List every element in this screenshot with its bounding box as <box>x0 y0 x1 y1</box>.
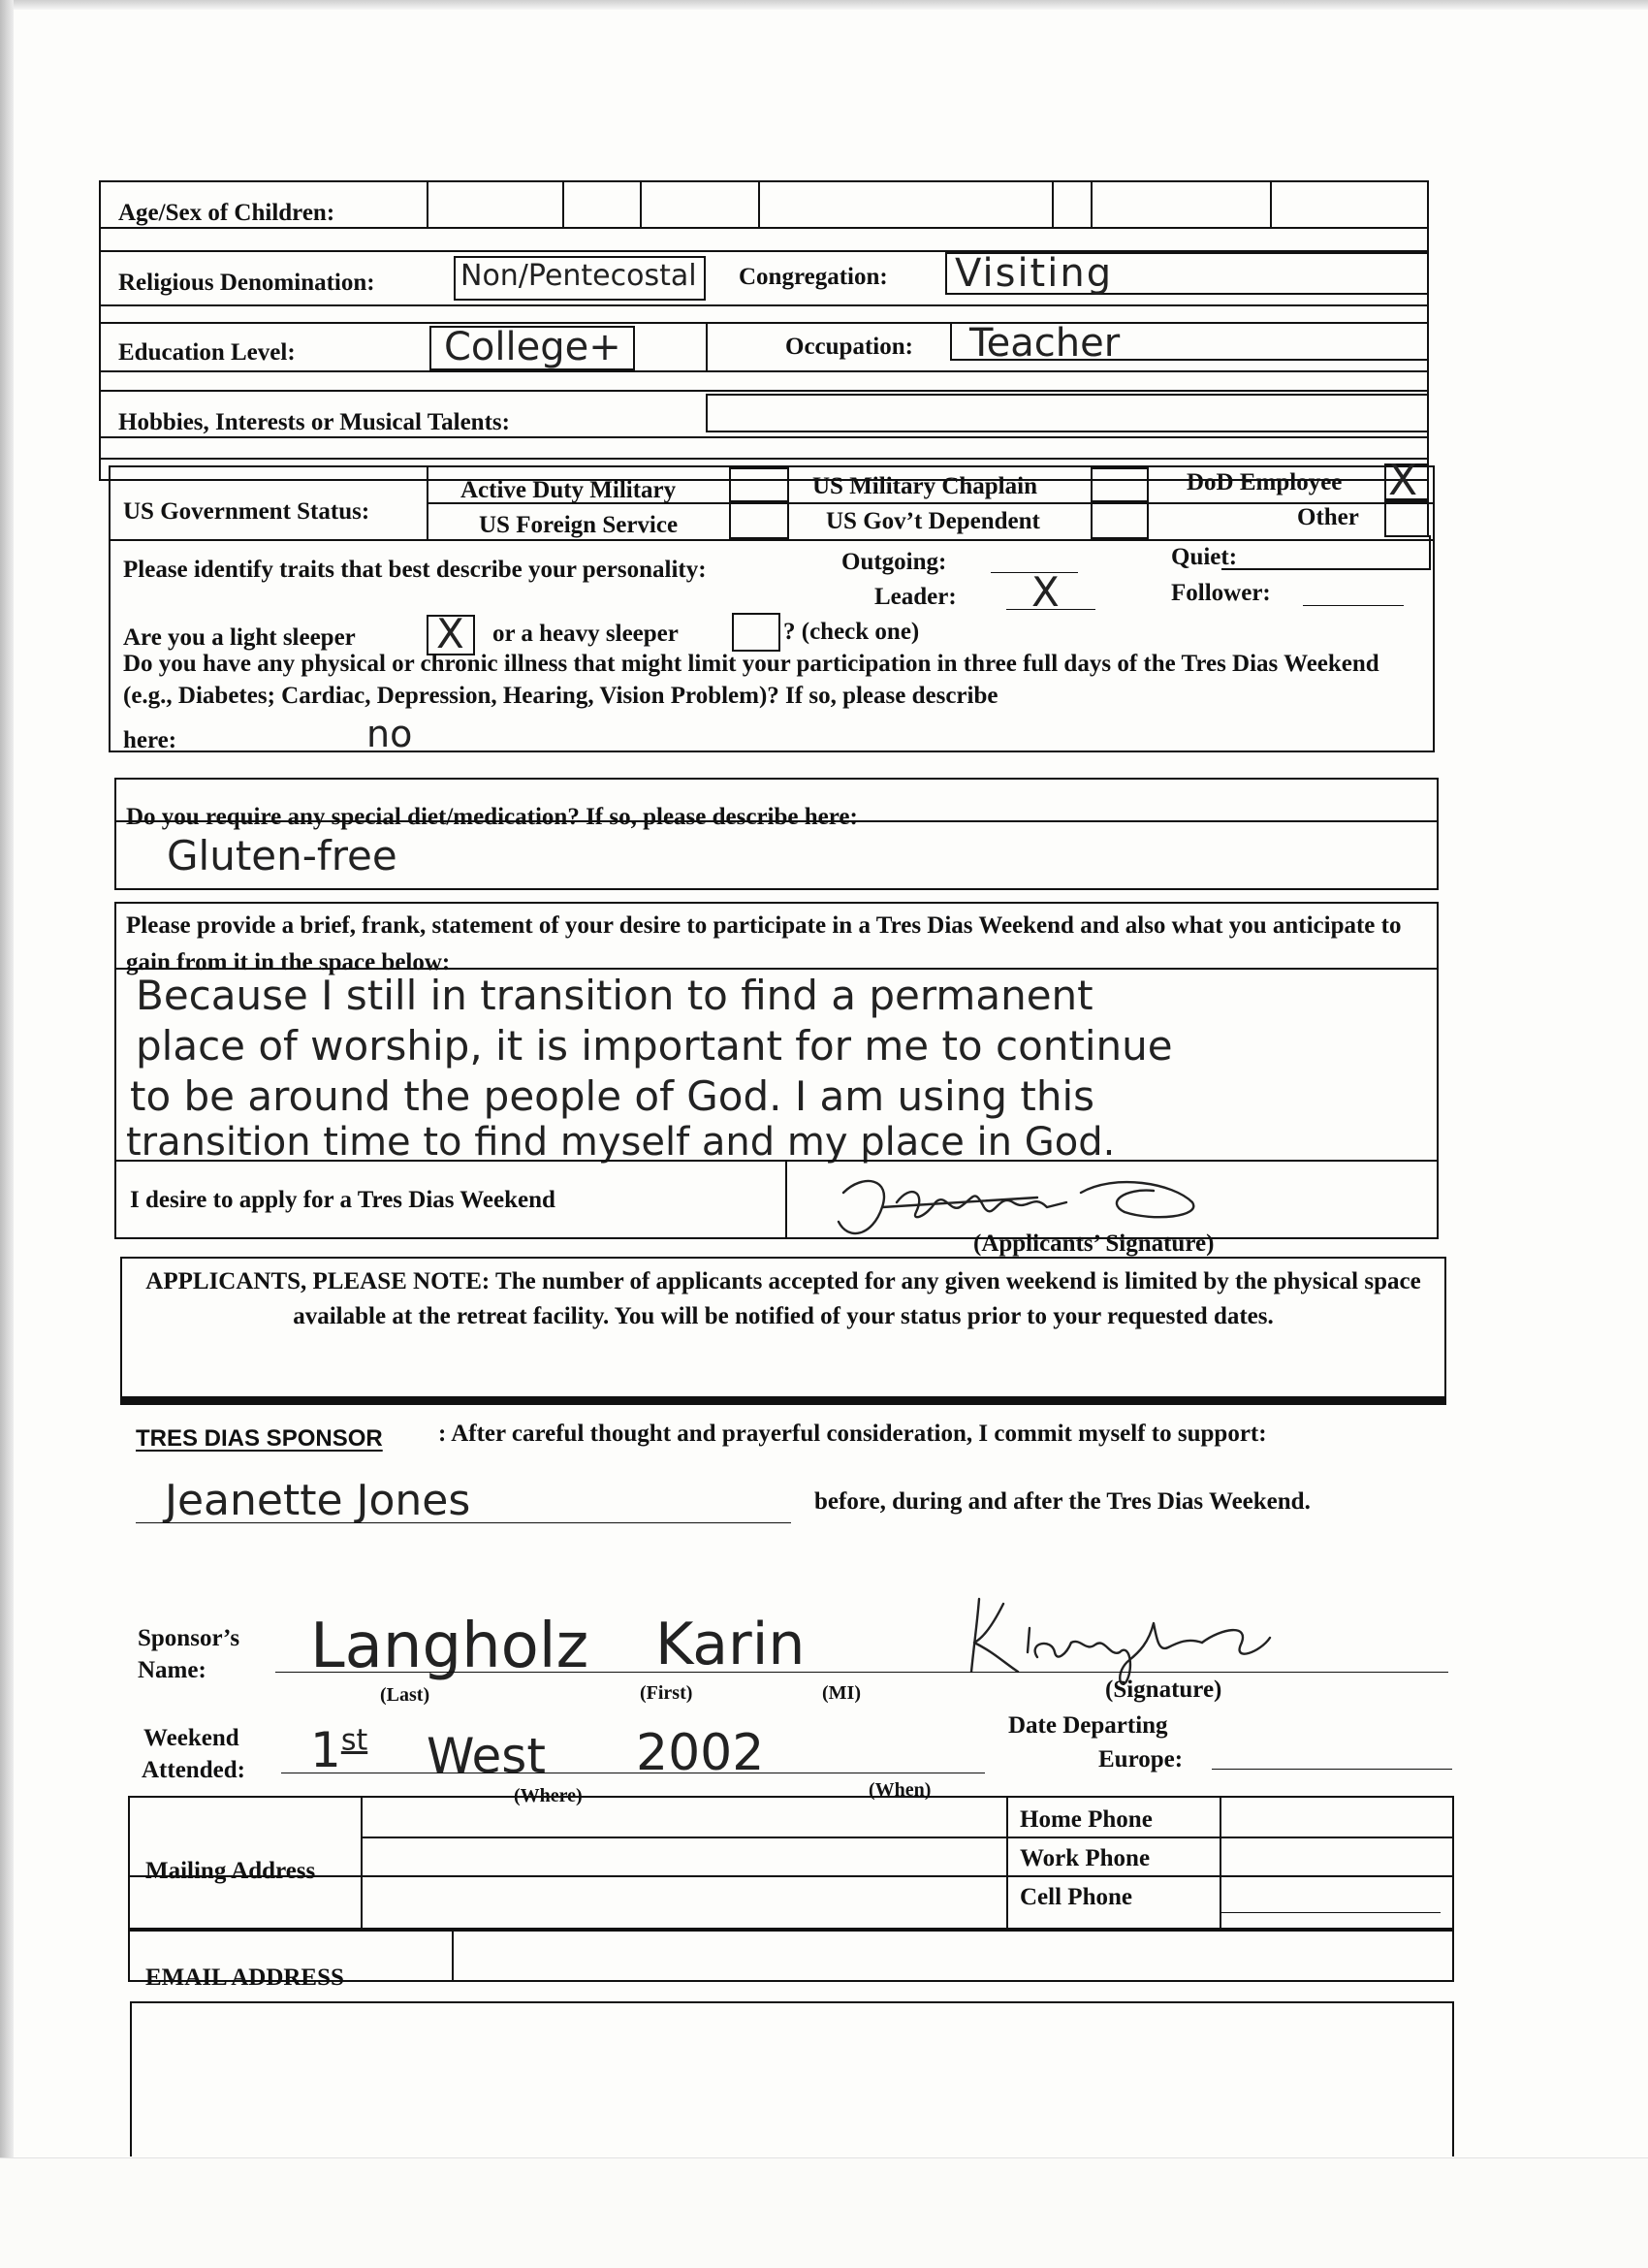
illness-here-label: here: <box>123 727 177 753</box>
education-label: Education Level: <box>118 339 296 366</box>
occupation-label: Occupation: <box>785 334 913 360</box>
dependent-checkbox[interactable] <box>1091 502 1149 539</box>
traits-label: Please identify traits that best describe your personality: <box>123 557 707 583</box>
contact-grid <box>128 1796 1454 1930</box>
quiet-label: Quiet: <box>1171 544 1238 570</box>
section-divider <box>120 1396 1446 1405</box>
active-duty-checkbox[interactable] <box>729 467 789 502</box>
weekend-when: 2002 <box>636 1724 765 1782</box>
weekend-label-1: Weekend <box>143 1725 239 1751</box>
scan-bottom-edge <box>0 2157 1648 2268</box>
cell-phone-line[interactable] <box>1220 1912 1441 1913</box>
statement-line-4: transition time to find myself and my place in God. <box>126 1120 1116 1165</box>
congregation-value: Visiting <box>955 251 1114 296</box>
sleeper-label-1: Are you a light sleeper <box>123 624 356 651</box>
gov-option-foreign-service: US Foreign Service <box>479 512 679 538</box>
gov-option-active-duty: Active Duty Military <box>460 477 677 503</box>
sleeper-label-2: or a heavy sleeper <box>492 621 679 647</box>
email-label: EMAIL ADDRESS <box>145 1965 344 1991</box>
sponsor-commit-text: : After careful thought and prayerful consideration, I commit myself to support: <box>438 1421 1267 1447</box>
foreign-service-checkbox[interactable] <box>729 502 789 539</box>
applicant-signature-caption: (Applicants’ Signature) <box>973 1230 1215 1257</box>
diet-question: Do you require any special diet/medication? If so, please describe here: <box>126 804 858 830</box>
heavy-sleeper-checkbox[interactable] <box>732 613 780 652</box>
education-value: College+ <box>444 325 621 369</box>
email-field[interactable] <box>452 1930 1454 1982</box>
diet-answer: Gluten-free <box>167 832 397 879</box>
mailing-address-label: Mailing Address <box>145 1858 316 1884</box>
hobbies-label: Hobbies, Interests or Musical Talents: <box>118 409 510 435</box>
light-sleeper-mark: X <box>436 610 464 657</box>
statement-question: Please provide a brief, frank, statement of your desire to participate in a Tres Dias Weekend and also what you anticipate to gain from it in the space below: <box>126 912 1402 975</box>
sponsor-signature[interactable] <box>960 1584 1309 1691</box>
sleeper-label-3: ? (check one) <box>783 619 920 645</box>
sponsor-name-line[interactable] <box>275 1672 1448 1673</box>
other-checkbox[interactable] <box>1384 500 1429 537</box>
follower-line[interactable] <box>1303 605 1404 606</box>
statement-line-1: Because I still in transition to find a permanent <box>136 972 1093 1019</box>
occupation-value: Teacher <box>969 321 1121 366</box>
traits-bracket <box>1221 535 1431 570</box>
caption-where: (Where) <box>514 1785 583 1806</box>
leader-mark: X <box>1031 568 1060 616</box>
work-phone-label: Work Phone <box>1020 1845 1151 1871</box>
outgoing-label: Outgoing: <box>841 549 947 575</box>
cell-phone-label: Cell Phone <box>1020 1884 1132 1910</box>
sponsored-applicant-name: Jeanette Jones <box>165 1476 471 1525</box>
weekend-ordinal: 1st <box>310 1722 368 1778</box>
weekend-where: West <box>427 1728 546 1784</box>
caption-first: (First) <box>640 1682 693 1704</box>
illness-question: Do you have any physical or chronic illness that might limit your participation in three full days of the Tres Dias Weekend (e.g., Diabetes; Cardiac, Depression, Hearing, Vision Problem)? If so, please describe <box>123 651 1379 709</box>
gov-option-dependent: US Gov’t Dependent <box>826 508 1040 534</box>
dod-mark: X <box>1388 456 1418 505</box>
sponsor-name-label-2: Name: <box>138 1657 206 1683</box>
caption-signature: (Signature) <box>1105 1677 1222 1703</box>
illness-answer: no <box>366 713 413 755</box>
sponsor-name-label-1: Sponsor’s <box>138 1625 240 1651</box>
sponsor-first-name: Karin <box>655 1611 806 1678</box>
departing-line[interactable] <box>1212 1769 1452 1770</box>
caption-when: (When) <box>869 1779 932 1801</box>
follower-label: Follower: <box>1171 580 1271 606</box>
sponsor-last-name: Langholz <box>310 1611 589 1682</box>
gov-option-other: Other <box>1297 504 1359 530</box>
departing-label-2: Europe: <box>1098 1746 1184 1773</box>
caption-mi: (MI) <box>822 1682 861 1704</box>
denomination-value: Non/Pentecostal <box>460 259 697 293</box>
statement-line-2: place of worship, it is important for me to continue <box>136 1022 1173 1070</box>
bleed-through-text <box>708 126 717 169</box>
scan-shadow-top <box>0 0 1648 10</box>
gov-option-chaplain: US Military Chaplain <box>812 473 1037 499</box>
congregation-label: Congregation: <box>739 264 888 290</box>
scan-shadow-left <box>0 0 14 2267</box>
sponsor-heading: TRES DIAS SPONSOR <box>136 1425 383 1452</box>
gov-option-dod: DoD Employee <box>1187 469 1343 495</box>
apply-label: I desire to apply for a Tres Dias Weekend <box>130 1187 555 1213</box>
weekend-label-2: Attended: <box>142 1757 245 1783</box>
note-body: The number of applicants accepted for any given weekend is limited by the physical space available at the retreat facility. You will be notified of your status prior to your requested dates. <box>293 1268 1421 1329</box>
children-label: Age/Sex of Children: <box>118 200 335 226</box>
hobbies-field[interactable] <box>706 394 1429 432</box>
before-after-text: before, during and after the Tres Dias Weekend. <box>814 1488 1311 1515</box>
gov-status-label: US Government Status: <box>123 498 370 525</box>
bottom-open-box <box>130 2001 1454 2156</box>
denomination-label: Religious Denomination: <box>118 270 375 296</box>
home-phone-label: Home Phone <box>1020 1806 1153 1833</box>
statement-line-3: to be around the people of God. I am using this <box>130 1072 1094 1120</box>
caption-last: (Last) <box>380 1684 430 1706</box>
leader-label: Leader: <box>874 584 957 610</box>
sponsored-applicant-line[interactable] <box>136 1522 791 1523</box>
note-heading: APPLICANTS, PLEASE NOTE: <box>145 1268 491 1294</box>
departing-label-1: Date Departing <box>1008 1712 1168 1739</box>
chaplain-checkbox[interactable] <box>1091 467 1149 502</box>
applicants-note <box>130 1264 1437 1333</box>
